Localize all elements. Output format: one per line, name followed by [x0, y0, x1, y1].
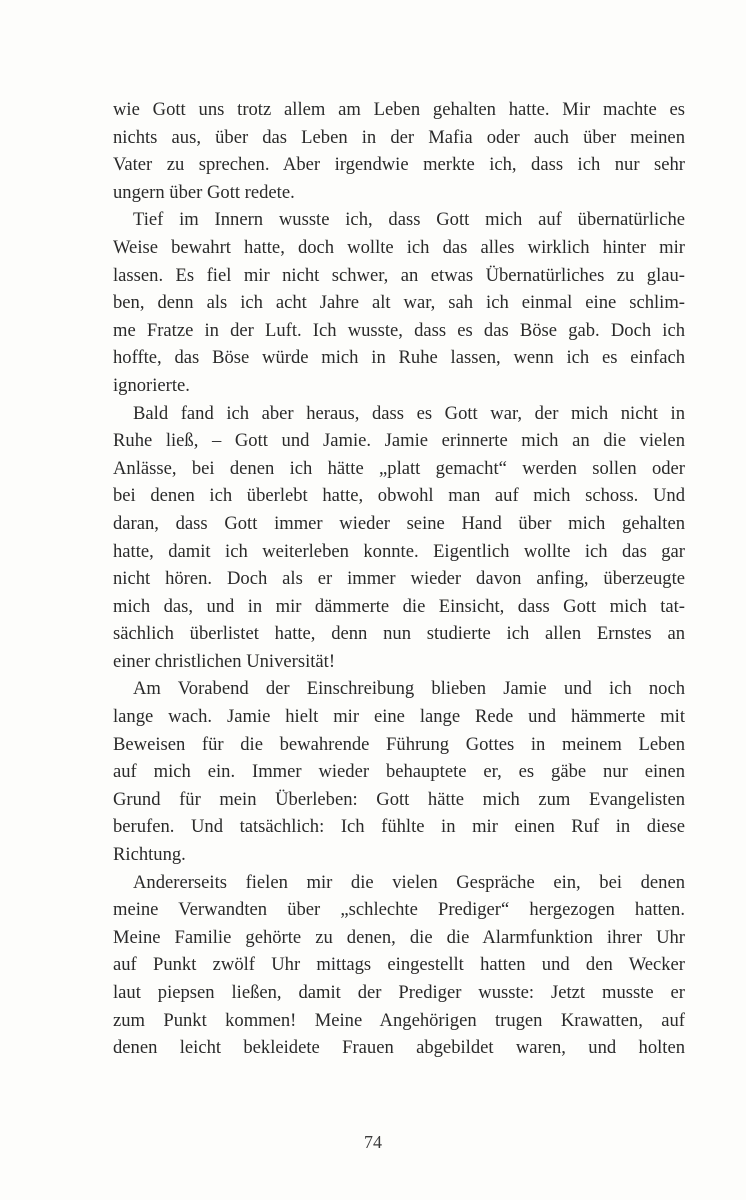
text-line: Beweisen für die bewahrende Führung Gottes in meinem Leben [113, 733, 685, 755]
text-line: wie Gott uns trotz allem am Leben gehalten hatte. Mir machte es [113, 99, 685, 120]
text-line: daran, dass Gott immer wieder seine Hand über mich gehalten [113, 512, 685, 534]
text-line: berufen. Und tatsächlich: Ich fühlte in mir einen Ruf in diese [113, 816, 685, 838]
text-line: ungern über Gott redete. [113, 181, 295, 203]
text-line: auf Punkt zwölf Uhr mittags eingestellt hatten und den Wecker [113, 954, 685, 976]
text-line: mich das, und in mir dämmerte die Einsicht, dass Gott mich tat- [113, 595, 685, 617]
text-line: nicht hören. Doch als er immer wieder davon anfing, überzeugte [113, 568, 685, 590]
text-line: Andererseits fielen mir die vielen Gespräche ein, bei denen [133, 871, 685, 893]
text-line: laut piepsen ließen, damit der Prediger wusste: Jetzt musste er [113, 982, 685, 1003]
text-line: hatte, damit ich weiterleben konnte. Eigentlich wollte ich das gar [113, 540, 685, 562]
text-line: Am Vorabend der Einschreibung blieben Jamie und ich noch [133, 678, 685, 700]
text-line: Vater zu sprechen. Aber irgendwie merkte ich, dass ich nur sehr [113, 154, 685, 176]
text-line: Grund für mein Überleben: Gott hätte mich zum Evangelisten [113, 788, 685, 810]
text-line: Tief im Innern wusste ich, dass Gott mich auf übernatürliche [133, 209, 685, 231]
text-line: Bald fand ich aber heraus, dass es Gott war, der mich nicht in [133, 402, 685, 424]
text-line: Anlässe, bei denen ich hätte „platt gemacht“ werden sollen oder [113, 457, 685, 479]
text-line: me Fratze in der Luft. Ich wusste, dass es das Böse gab. Doch ich [113, 319, 685, 341]
text-line: bei denen ich überlebt hatte, obwohl man auf mich schoss. Und [113, 485, 685, 507]
text-line: Meine Familie gehörte zu denen, die die Alarmfunktion ihrer Uhr [113, 926, 685, 948]
text-line: lange wach. Jamie hielt mir eine lange Rede und hämmerte mit [113, 706, 685, 728]
text-line: lassen. Es fiel mir nicht schwer, an etwas Übernatürliches zu glau- [113, 264, 685, 286]
text-line: einer christlichen Universität! [113, 650, 336, 672]
text-line: ignorierte. [113, 374, 190, 396]
text-line: Weise bewahrt hatte, doch wollte ich das alles wirklich hinter mir [113, 236, 685, 258]
text-line: meine Verwandten über „schlechte Prediger“ hergezogen hatten. [113, 899, 685, 921]
body-text [113, 96, 685, 1062]
text-line: Ruhe ließ, – Gott und Jamie. Jamie erinnerte mich an die vielen [113, 430, 685, 452]
text-line: denen leicht bekleidete Frauen abgebildet waren, und holten [113, 1037, 685, 1059]
text-line: Richtung. [113, 844, 186, 866]
text-line: zum Punkt kommen! Meine Angehörigen trugen Krawatten, auf [113, 1009, 685, 1031]
text-line: hoffte, das Böse würde mich in Ruhe lassen, wenn ich es einfach [113, 347, 685, 369]
text-line: ben, denn als ich acht Jahre alt war, sah ich einmal eine schlim- [113, 292, 685, 314]
text-line: sächlich überlistet hatte, denn nun studierte ich allen Ernstes an [113, 623, 685, 645]
page-number: 74 [364, 1132, 382, 1152]
text-line: nichts aus, über das Leben in der Mafia oder auch über meinen [113, 126, 685, 148]
text-line: auf mich ein. Immer wieder behauptete er, es gäbe nur einen [113, 761, 685, 783]
